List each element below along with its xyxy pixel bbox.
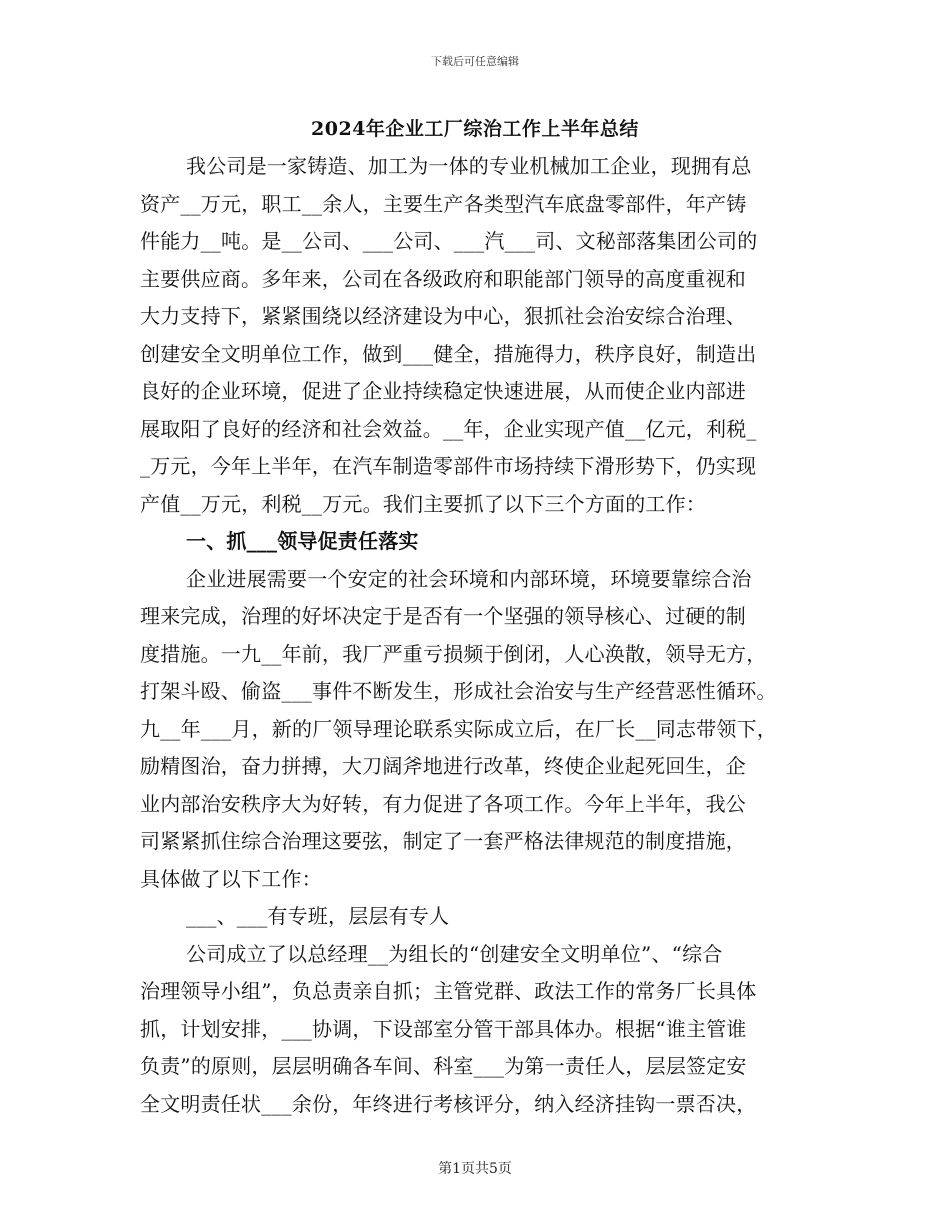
document-body bbox=[140, 148, 820, 1123]
body-line: 件能力__吨。是__公司、___公司、___汽___司、文秘部落集团公司的 bbox=[140, 229, 758, 253]
body-line: 产值__万元，利税__万元。我们主要抓了以下三个方面的工作： bbox=[140, 491, 706, 516]
body-line: 司紧紧抓住综合治理这要弦，制定了一套严格法律规范的制度措施， bbox=[140, 829, 746, 853]
body-line: 资产__万元，职工__余人，主要生产各类型汽车底盘零部件，年产铸 bbox=[140, 191, 747, 216]
body-line: 展取阳了良好的经济和社会效益。__年，企业实现产值__亿元，利税_ bbox=[140, 416, 757, 441]
body-line: 打架斗殴、偷盗___事件不断发生，形成社会治安与生产经营恶性循环。 bbox=[140, 679, 777, 703]
body-line: 全文明责任状___余份，年终进行考核评分，纳入经济挂钩一票否决， bbox=[140, 1091, 757, 1116]
subsection-heading: ___、___有专班，层层有专人 bbox=[186, 904, 450, 928]
section-heading: 一、抓___领导促责任落实 bbox=[186, 529, 419, 553]
header-note: 下载后可任意编辑 bbox=[431, 55, 519, 68]
body-line: 企业进展需要一个安定的社会环境和内部环境，环境要靠综合治 bbox=[186, 566, 752, 591]
body-line: 我公司是一家铸造、加工为一体的专业机械加工企业，现拥有总 bbox=[186, 154, 752, 178]
body-line: 大力支持下，紧紧围绕以经济建设为中心，狠抓社会治安综合治理、 bbox=[140, 304, 746, 328]
body-line: 理来完成，治理的好坏决定于是否有一个坚强的领导核心、过硬的制 bbox=[140, 604, 746, 628]
document-title: 2024年企业工厂综治工作上半年总结 bbox=[311, 118, 639, 140]
body-line: 负责”的原则，层层明确各车间、科室___为第一责任人，层层签定安 bbox=[140, 1054, 747, 1078]
body-line: 业内部治安秩序大为好转，有力促进了各项工作。今年上半年，我公 bbox=[140, 791, 746, 816]
body-line: 公司成立了以总经理__为组长的“创建安全文明单位”、“综合 bbox=[186, 941, 723, 966]
body-line: 良好的企业环境，促进了企业持续稳定快速进展，从而使企业内部进 bbox=[140, 379, 746, 403]
body-line: 抓，计划安排，___协调，下设部室分管干部具体办。根据“谁主管谁 bbox=[140, 1016, 747, 1041]
body-line: _万元，今年上半年，在汽车制造零部件市场持续下滑形势下，仍实现 bbox=[140, 454, 757, 478]
body-line: 创建安全文明单位工作，做到___健全，措施得力，秩序良好，制造出 bbox=[140, 341, 757, 366]
page-number: 第1页共5页 bbox=[438, 1161, 512, 1177]
body-line: 主要供应商。多年来，公司在各级政府和职能部门领导的高度重视和 bbox=[140, 266, 746, 291]
body-line: 具体做了以下工作： bbox=[140, 866, 322, 891]
body-line: 度措施。一九__年前，我厂严重亏损频于倒闭，人心涣散，领导无方， bbox=[140, 641, 767, 666]
body-line: 九__年___月，新的厂领导理论联系实际成立后，在厂长__同志带领下， bbox=[140, 716, 777, 741]
body-line: 治理领导小组”，负总责亲自抓；主管党群、政法工作的常务厂长具体 bbox=[140, 979, 757, 1003]
body-line: 励精图治，奋力拼搏，大刀阔斧地进行改革，终使企业起死回生，企 bbox=[140, 754, 746, 778]
